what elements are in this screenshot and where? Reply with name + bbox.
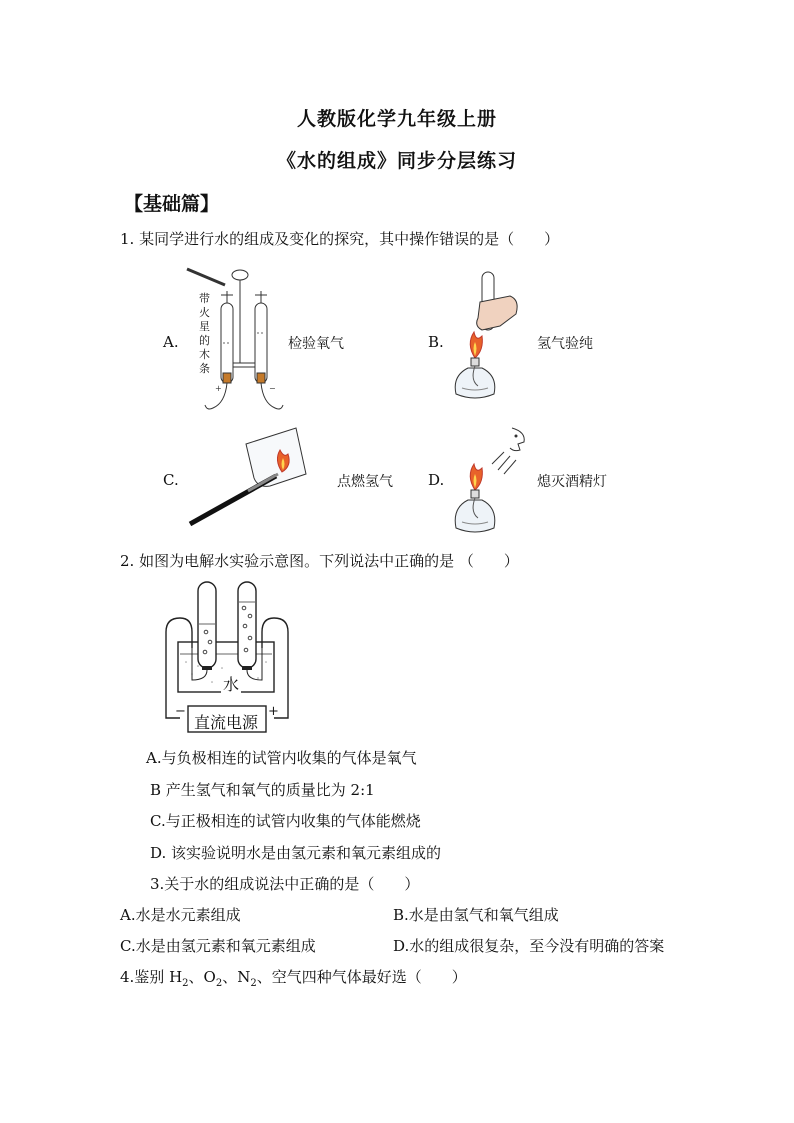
q1-option-b-caption: 氢气验纯 — [537, 336, 593, 352]
negative-terminal: − — [175, 704, 186, 719]
section-heading: 【基础篇】 — [124, 193, 220, 215]
question-1-stem: 1. 某同学进行水的组成及变化的探究，其中操作错误的是（ ） — [120, 230, 560, 248]
q3-option-b: B.水是由氢气和氧气组成 — [393, 906, 559, 924]
q3-option-d: D.水的组成很复杂，至今没有明确的答案 — [393, 937, 665, 955]
q2-option-d: D. 该实验说明水是由氢元素和氧元素组成的 — [150, 844, 442, 862]
question-4-stem: 4.鉴别 $H_2$、$O_2$、$N_2$、空气四种气体最好选（ ） — [120, 968, 467, 989]
q2-option-a: A.与负极相连的试管内收集的气体是氧气 — [146, 749, 417, 767]
page-subtitle: 《水的组成》同步分层练习 — [276, 150, 517, 172]
ignite-hydrogen-c — [188, 428, 308, 528]
hydrogen-purity-test-b — [440, 270, 530, 415]
q2-option-b: B 产生氢气和氧气的质量比为 2:1 — [150, 781, 375, 799]
q1-option-b-letter: B. — [428, 333, 444, 351]
extinguish-lamp-d — [440, 424, 540, 536]
q1-option-d-letter: D. — [428, 471, 445, 489]
water-label: 水 — [221, 672, 241, 695]
svg-text:+: + — [215, 384, 222, 393]
question-3-stem: 3.关于水的组成说法中正确的是（ ） — [150, 875, 420, 893]
q1-option-c-letter: C. — [163, 471, 179, 489]
q1-option-a-letter: A. — [163, 333, 179, 351]
question-2-stem: 2. 如图为电解水实验示意图。下列说法中正确的是 （ ） — [120, 552, 519, 570]
q3-option-a: A.水是水元素组成 — [120, 906, 241, 924]
q1-option-d-caption: 熄灭酒精灯 — [537, 474, 607, 490]
q1-option-a-caption: 检验氧气 — [288, 336, 344, 352]
power-supply-label: 直流电源 — [194, 713, 259, 732]
positive-terminal: + — [268, 704, 279, 719]
q1-option-c-caption: 点燃氢气 — [337, 474, 393, 490]
q2-option-c: C.与正极相连的试管内收集的气体能燃烧 — [150, 812, 421, 830]
svg-text:−: − — [269, 384, 276, 393]
page-title: 人教版化学九年级上册 — [296, 108, 497, 130]
q3-option-c: C.水是由氢元素和氧元素组成 — [120, 937, 316, 955]
q1-option-a-sidetext: 带火星的木条 — [199, 292, 210, 375]
electrolysis-apparatus-a — [185, 263, 295, 423]
